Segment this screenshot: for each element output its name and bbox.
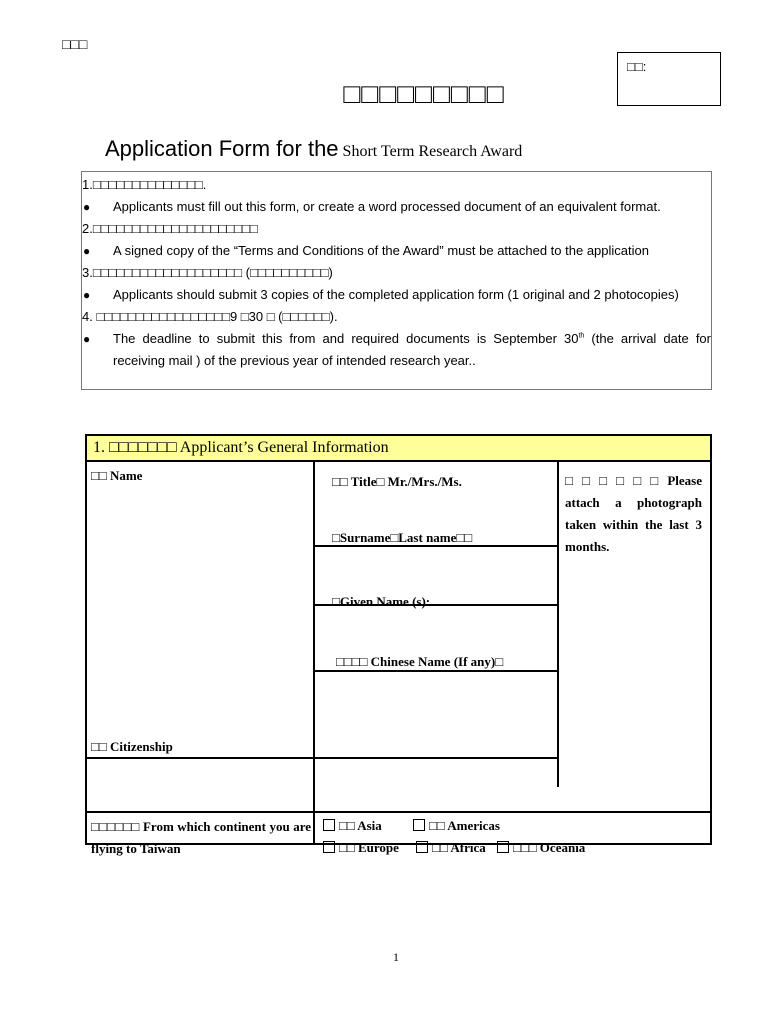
option-oceania-label: □□□ Oceania <box>513 840 586 855</box>
name-label: □□ Name <box>91 468 143 483</box>
option-africa[interactable] <box>416 840 486 855</box>
checkbox-icon[interactable] <box>323 841 335 853</box>
instruction-4-cn: 4. □□□□□□□□□□□□□□□□□9 □30 □ (□□□□□□). <box>82 309 338 324</box>
page-number: 1 <box>393 950 399 964</box>
option-oceania[interactable] <box>497 840 585 855</box>
checkbox-icon[interactable] <box>497 841 509 853</box>
name-field[interactable] <box>91 468 311 754</box>
application-number-label: □□: <box>627 59 647 74</box>
option-africa-label: □□ Africa <box>432 840 486 855</box>
instruction-4-sup: th <box>578 332 585 340</box>
page-title-english <box>105 136 522 162</box>
instructions-box <box>81 171 712 390</box>
title-field[interactable] <box>332 474 552 490</box>
checkbox-icon[interactable] <box>323 819 335 831</box>
instruction-3-en <box>82 284 711 306</box>
citizenship-input[interactable] <box>317 757 557 809</box>
option-asia-label: □□ Asia <box>339 818 382 833</box>
continent-label: □□□□□□ From which continent you are flying to Taiwan <box>91 819 311 856</box>
photo-label: □ □ □ □ □ □ Please attach a photograph taken within the last 3 months. <box>565 473 702 554</box>
bullet-icon: ● <box>83 332 91 346</box>
top-label: □□□ <box>62 36 88 52</box>
checkbox-icon[interactable] <box>413 819 425 831</box>
checkbox-icon[interactable] <box>416 841 428 853</box>
surname-field[interactable] <box>332 530 552 546</box>
page-title-chinese: □□□□□□□□□ <box>343 78 505 109</box>
citizenship-field[interactable] <box>91 739 311 755</box>
continent-question <box>91 816 311 860</box>
chinese-name-label: □□□□ Chinese Name (If any)□ <box>336 654 504 669</box>
citizenship-label: □□ Citizenship <box>91 739 173 754</box>
option-europe-label: □□ Europe <box>339 840 399 855</box>
instruction-1-text: Applicants must fill out this form, or create a word processed document of an equivalent format. <box>113 199 661 214</box>
instruction-2-en <box>82 240 711 262</box>
title-label: □□ Title□ Mr./Mrs./Ms. <box>332 474 462 489</box>
bullet-icon: ● <box>83 200 91 214</box>
option-americas-label: □□ Americas <box>429 818 500 833</box>
instruction-1-cn: 1.□□□□□□□□□□□□□□. <box>82 177 207 192</box>
given-name-field[interactable] <box>332 594 552 610</box>
bullet-icon: ● <box>83 288 91 302</box>
form-grid <box>87 462 710 856</box>
section-number: 1. <box>93 439 105 456</box>
chinese-name-field[interactable] <box>336 654 556 670</box>
instruction-2-text: A signed copy of the “Terms and Conditions of the Award” must be attached to the application <box>113 243 649 258</box>
option-americas[interactable] <box>413 818 500 833</box>
instruction-4-text: The deadline to submit this from and required documents is September 30 <box>113 331 579 346</box>
instruction-2-cn: 2.□□□□□□□□□□□□□□□□□□□□□ <box>82 221 258 236</box>
surname-label: □Surname□Last name□□ <box>332 530 473 545</box>
continent-options <box>323 815 708 859</box>
instruction-1-en <box>82 196 711 218</box>
option-asia[interactable] <box>323 818 382 833</box>
instruction-4-en <box>82 328 711 372</box>
general-info-table <box>85 434 712 856</box>
instruction-4-text-end: (the arrival date for receiving mail ) of the previous year of intended research year.. <box>113 331 711 368</box>
instruction-3-cn: 3.□□□□□□□□□□□□□□□□□□□ (□□□□□□□□□□) <box>82 265 333 280</box>
photo-field[interactable] <box>565 470 702 558</box>
section-title-en: Applicant’s General Information <box>179 439 389 456</box>
instruction-3-text: Applicants should submit 3 copies of the completed application form (1 original and 2 photocopies) <box>113 287 679 302</box>
page-title-award: Short Term Research Award <box>342 143 523 160</box>
option-europe[interactable] <box>323 840 399 855</box>
given-name-label: □Given Name (s): <box>332 594 431 609</box>
page-title-main: Application Form for the <box>105 136 339 161</box>
section-heading <box>87 436 710 462</box>
bullet-icon: ● <box>83 244 91 258</box>
section-title-cn: □□□□□□□ <box>109 439 177 456</box>
